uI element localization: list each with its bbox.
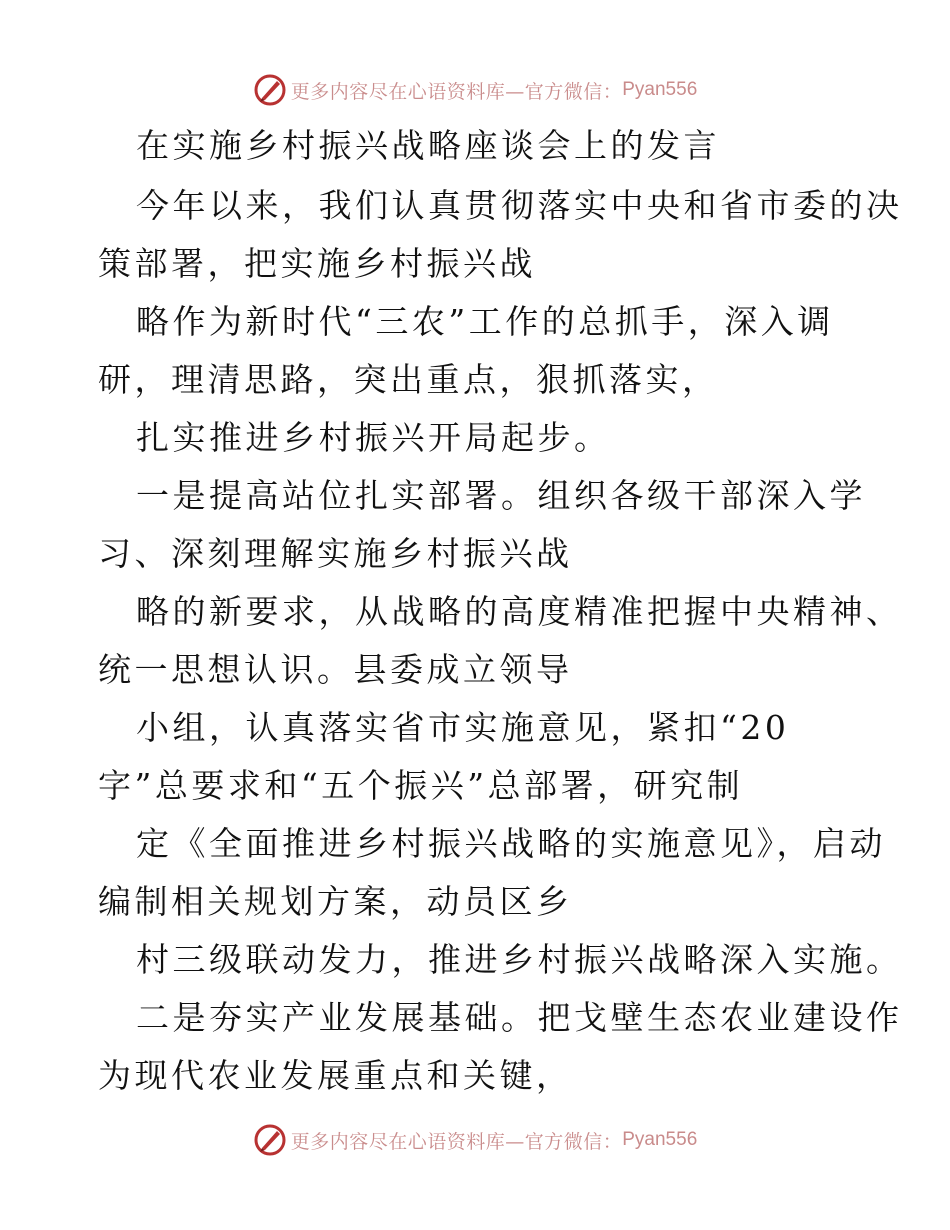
paragraph-line: 为现代农业发展重点和关键， [98, 1056, 573, 1095]
paragraph-line: 扎实推进乡村振兴开局起步。 [136, 418, 611, 457]
watermark-wechat-id: Pyan556 [622, 79, 698, 100]
paragraph-line: 小组，认真落实省市实施意见，紧扣“20 [136, 708, 790, 747]
paragraph-line: 策部署，把实施乡村振兴战 [98, 244, 536, 283]
paragraph-line: 研，理清思路，突出重点，狠抓落实， [98, 360, 719, 399]
paragraph-line: 一是提高站位扎实部署。组织各级干部深入学 [136, 476, 866, 515]
document-title: 在实施乡村振兴战略座谈会上的发言 [136, 126, 720, 165]
watermark-text: 更多内容尽在心语资料库—官方微信： [290, 1130, 623, 1153]
watermark-wechat-id: Pyan556 [622, 1129, 698, 1150]
pen-logo-icon [253, 73, 287, 107]
paragraph-line: 略作为新时代“三农”工作的总抓手，深入调 [136, 302, 834, 341]
header-watermark [0, 70, 950, 110]
paragraph-line: 今年以来，我们认真贯彻落实中央和省市委的决 [136, 186, 903, 225]
paragraph-line: 编制相关规划方案，动员区乡 [98, 882, 573, 921]
paragraph-line: 统一思想认识。县委成立领导 [98, 650, 573, 689]
paragraph-line: 村三级联动发力，推进乡村振兴战略深入实施。 [136, 940, 903, 979]
paragraph-line: 习、深刻理解实施乡村振兴战 [98, 534, 573, 573]
footer-watermark [0, 1120, 950, 1160]
paragraph-line: 字”总要求和“五个振兴”总部署，研究制 [98, 766, 744, 805]
paragraph-line: 略的新要求，从战略的高度精准把握中央精神、 [136, 592, 903, 631]
paragraph-line: 二是夯实产业发展基础。把戈壁生态农业建设作 [136, 998, 903, 1037]
watermark-text: 更多内容尽在心语资料库—官方微信： [290, 80, 623, 103]
paragraph-line: 定《全面推进乡村振兴战略的实施意见》，启动 [136, 824, 886, 863]
pen-logo-icon [253, 1123, 287, 1157]
